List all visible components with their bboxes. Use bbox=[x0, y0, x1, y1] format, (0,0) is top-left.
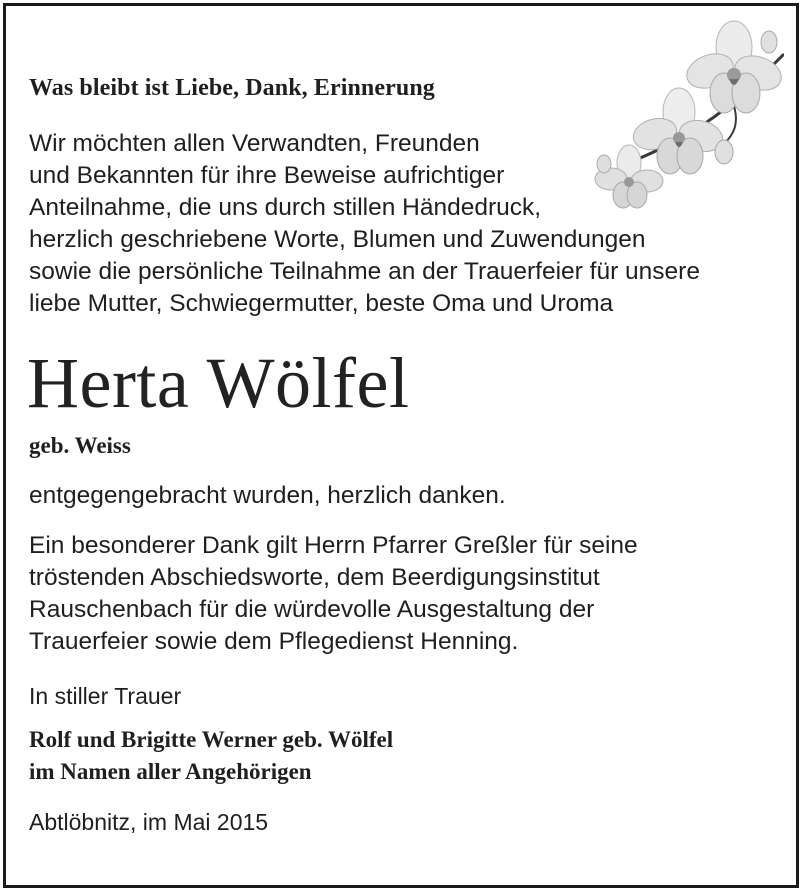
signer-line: im Namen aller Angehörigen bbox=[29, 759, 312, 784]
obituary-frame bbox=[3, 3, 799, 888]
intro-line: liebe Mutter, Schwiegermutter, beste Oma und Uroma bbox=[29, 290, 614, 317]
headline: Was bleibt ist Liebe, Dank, Erinnerung bbox=[29, 75, 435, 101]
closing-line: entgegengebracht wurden, herzlich danken. bbox=[29, 482, 506, 509]
deceased-name: Herta Wölfel bbox=[27, 343, 410, 423]
thanks-line: Trauerfeier sowie dem Pflegedienst Henning. bbox=[29, 628, 519, 655]
birth-name: geb. Weiss bbox=[29, 433, 131, 458]
signer-line: Rolf und Brigitte Werner geb. Wölfel bbox=[29, 727, 394, 752]
signers bbox=[29, 724, 789, 788]
intro-line: und Bekannten für ihre Beweise aufrichtiger bbox=[29, 162, 505, 189]
thanks-line: tröstenden Abschiedsworte, dem Beerdigungsinstitut bbox=[29, 564, 600, 591]
greeting: In stiller Trauer bbox=[29, 683, 182, 709]
intro-line: Wir möchten allen Verwandten, Freunden bbox=[29, 130, 480, 157]
intro-line: sowie die persönliche Teilnahme an der Trauerfeier für unsere bbox=[29, 258, 700, 285]
intro-line: Anteilnahme, die uns durch stillen Händedruck, bbox=[29, 194, 542, 221]
thanks-line: Ein besonderer Dank gilt Herrn Pfarrer Greßler für seine bbox=[29, 532, 638, 559]
obituary-content bbox=[29, 68, 789, 838]
thanks-paragraph bbox=[29, 530, 789, 658]
place-date: Abtlöbnitz, im Mai 2015 bbox=[29, 809, 269, 835]
intro-line: herzlich geschriebene Worte, Blumen und Zuwendungen bbox=[29, 226, 646, 253]
thanks-line: Rauschenbach für die würdevolle Ausgestaltung der bbox=[29, 596, 595, 623]
intro-paragraph bbox=[29, 128, 789, 320]
